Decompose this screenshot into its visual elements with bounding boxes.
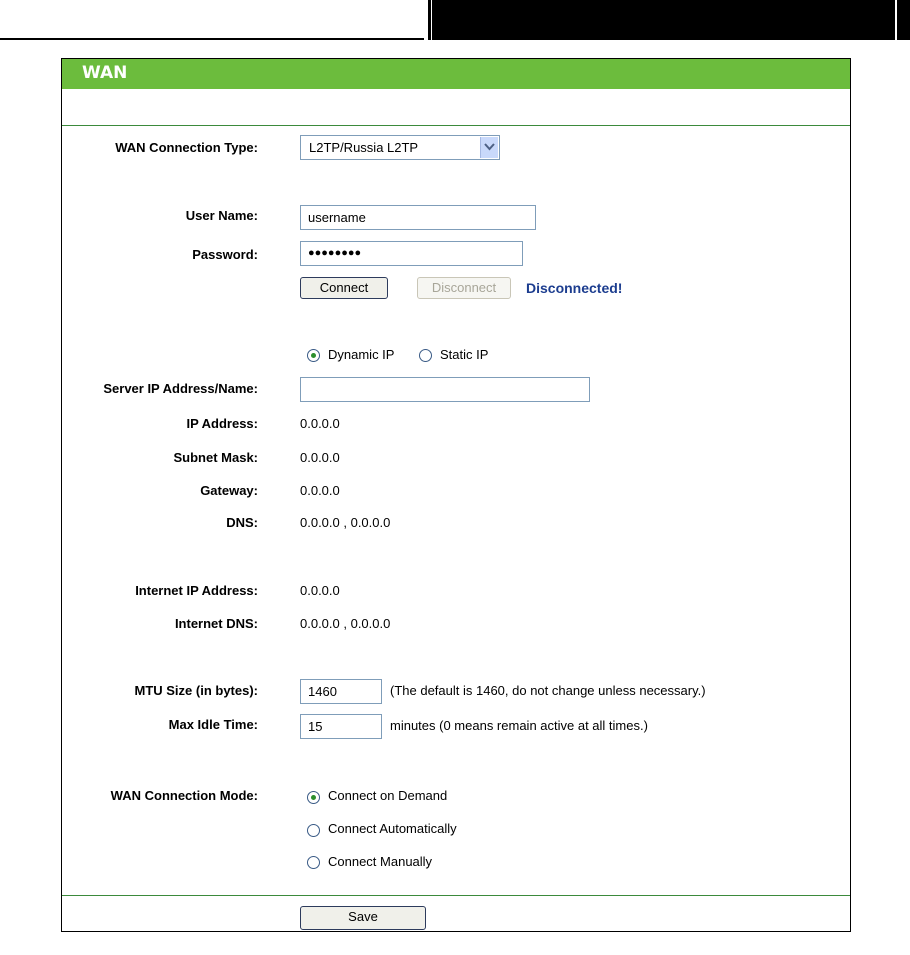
wan-connection-type-value: L2TP/Russia L2TP <box>309 140 419 155</box>
top-black-bar <box>426 0 910 40</box>
internet-dns-label: Internet DNS: <box>174 616 258 631</box>
gateway-label: Gateway: <box>200 483 258 498</box>
divider <box>62 125 850 126</box>
connection-status: Disconnected! <box>526 280 623 296</box>
internet-ip-label: Internet IP Address: <box>135 583 258 598</box>
connect-manually-label: Connect Manually <box>328 854 433 869</box>
top-bar-separator <box>895 0 897 40</box>
top-rule <box>0 38 424 40</box>
dns-value: 0.0.0.0 , 0.0.0.0 <box>300 515 391 530</box>
connect-button[interactable]: Connect <box>300 277 388 299</box>
wan-connection-mode-label: WAN Connection Mode: <box>110 788 258 803</box>
max-idle-hint: minutes (0 means remain active at all times.) <box>390 718 648 733</box>
static-ip-radio[interactable] <box>419 349 432 362</box>
server-ip-label: Server IP Address/Name: <box>103 381 258 396</box>
save-button[interactable]: Save <box>300 906 426 930</box>
gateway-value: 0.0.0.0 <box>300 483 340 498</box>
connect-on-demand-radio[interactable] <box>307 791 320 804</box>
wan-connection-type-select[interactable] <box>300 135 500 160</box>
subnet-mask-label: Subnet Mask: <box>173 450 258 465</box>
top-bar-separator <box>426 0 428 40</box>
mtu-hint: (The default is 1460, do not change unless necessary.) <box>390 683 706 698</box>
connect-on-demand-label: Connect on Demand <box>328 788 448 803</box>
connect-automatically-radio[interactable] <box>307 824 320 837</box>
max-idle-label: Max Idle Time: <box>168 717 258 732</box>
chevron-down-icon[interactable] <box>480 137 498 158</box>
wan-connection-type-label: WAN Connection Type: <box>115 140 258 155</box>
disconnect-button[interactable]: Disconnect <box>417 277 511 299</box>
ip-address-value: 0.0.0.0 <box>300 416 340 431</box>
server-ip-input[interactable] <box>300 377 590 402</box>
connect-automatically-label: Connect Automatically <box>328 821 457 836</box>
static-ip-label: Static IP <box>440 347 489 362</box>
ip-address-label: IP Address: <box>186 416 258 431</box>
subnet-mask-value: 0.0.0.0 <box>300 450 340 465</box>
password-label: Password: <box>192 247 258 262</box>
internet-ip-value: 0.0.0.0 <box>300 583 340 598</box>
mtu-label: MTU Size (in bytes): <box>134 683 258 698</box>
dynamic-ip-radio[interactable] <box>307 349 320 362</box>
user-name-input[interactable]: username <box>300 205 536 230</box>
top-bar-separator <box>431 0 432 40</box>
dns-label: DNS: <box>226 515 258 530</box>
wan-settings-panel <box>61 58 851 932</box>
connect-manually-radio[interactable] <box>307 856 320 869</box>
user-name-label: User Name: <box>185 208 258 223</box>
divider <box>62 895 850 896</box>
dynamic-ip-label: Dynamic IP <box>328 347 395 362</box>
internet-dns-value: 0.0.0.0 , 0.0.0.0 <box>300 616 391 631</box>
panel-header <box>62 59 850 89</box>
page-title: WAN <box>82 63 128 83</box>
max-idle-input[interactable]: 15 <box>300 714 382 739</box>
mtu-input[interactable]: 1460 <box>300 679 382 704</box>
document-top-band <box>0 0 910 42</box>
password-input[interactable]: ●●●●●●●● <box>300 241 523 266</box>
